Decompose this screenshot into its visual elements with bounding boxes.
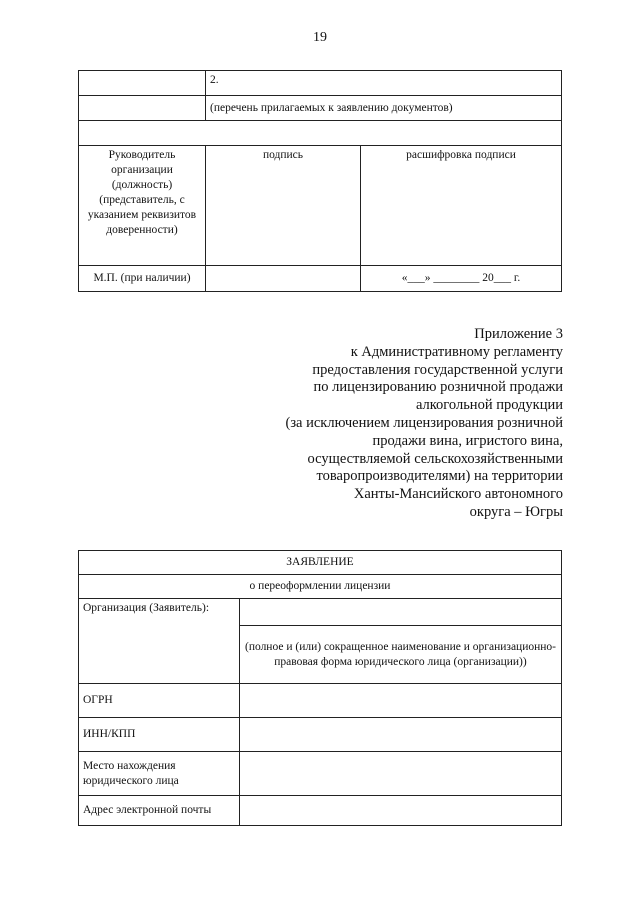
organization-input[interactable] [240,599,562,626]
form-subheader: о переоформлении лицензии [79,575,562,599]
application-form-table [78,550,562,826]
empty-cell [79,96,206,121]
page-number: 19 [313,30,327,45]
appendix-line: по лицензированию розничной продажи [313,379,563,396]
appendix-line: алкогольной продукции [415,397,563,414]
email-label: Адрес электронной почты [79,796,240,826]
documents-caption: (перечень прилагаемых к заявлению документов) [206,96,562,121]
date-line[interactable]: «___» ________ 20___ г. [361,266,562,292]
appendix-line: округа – Югры [469,503,563,520]
document-item-2[interactable]: 2. [206,71,562,96]
inn-kpp-input[interactable] [240,718,562,752]
stamp-field[interactable] [206,266,361,292]
appendix-line: продажи вина, игристого вина, [372,432,563,449]
appendix-title: Приложение 3 [474,326,563,342]
location-label: Место нахождения юридического лица [79,752,240,796]
location-input[interactable] [240,752,562,796]
email-input[interactable] [240,796,562,826]
documents-signature-table [78,70,562,292]
appendix-line: товаропроизводителями) на территории [316,468,563,485]
organization-label: Организация (Заявитель): [79,599,240,684]
appendix-line: к Административному регламенту [350,343,563,360]
appendix-line: Ханты-Мансийского автономного [353,486,563,503]
ogrn-input[interactable] [240,684,562,718]
signature-decoding-label[interactable]: расшифровка подписи [361,146,562,266]
appendix-block [243,326,563,522]
stamp-label: М.П. (при наличии) [79,266,206,292]
organization-caption: (полное и (или) сокращенное наименование и организационно-правовая форма юридического лица (организации)) [240,626,562,684]
form-header: ЗАЯВЛЕНИЕ [79,551,562,575]
ogrn-label: ОГРН [79,684,240,718]
signer-label: Руководитель организации (должность) (представитель, с указанием реквизитов доверенности) [79,146,206,266]
inn-kpp-label: ИНН/КПП [79,718,240,752]
appendix-line: осуществляемой сельскохозяйственными [307,450,563,467]
signature-label[interactable]: подпись [206,146,361,266]
empty-cell [79,71,206,96]
appendix-line: (за исключением лицензирования розничной [285,414,563,431]
appendix-line: предоставления государственной услуги [312,361,563,378]
empty-row [79,121,562,146]
